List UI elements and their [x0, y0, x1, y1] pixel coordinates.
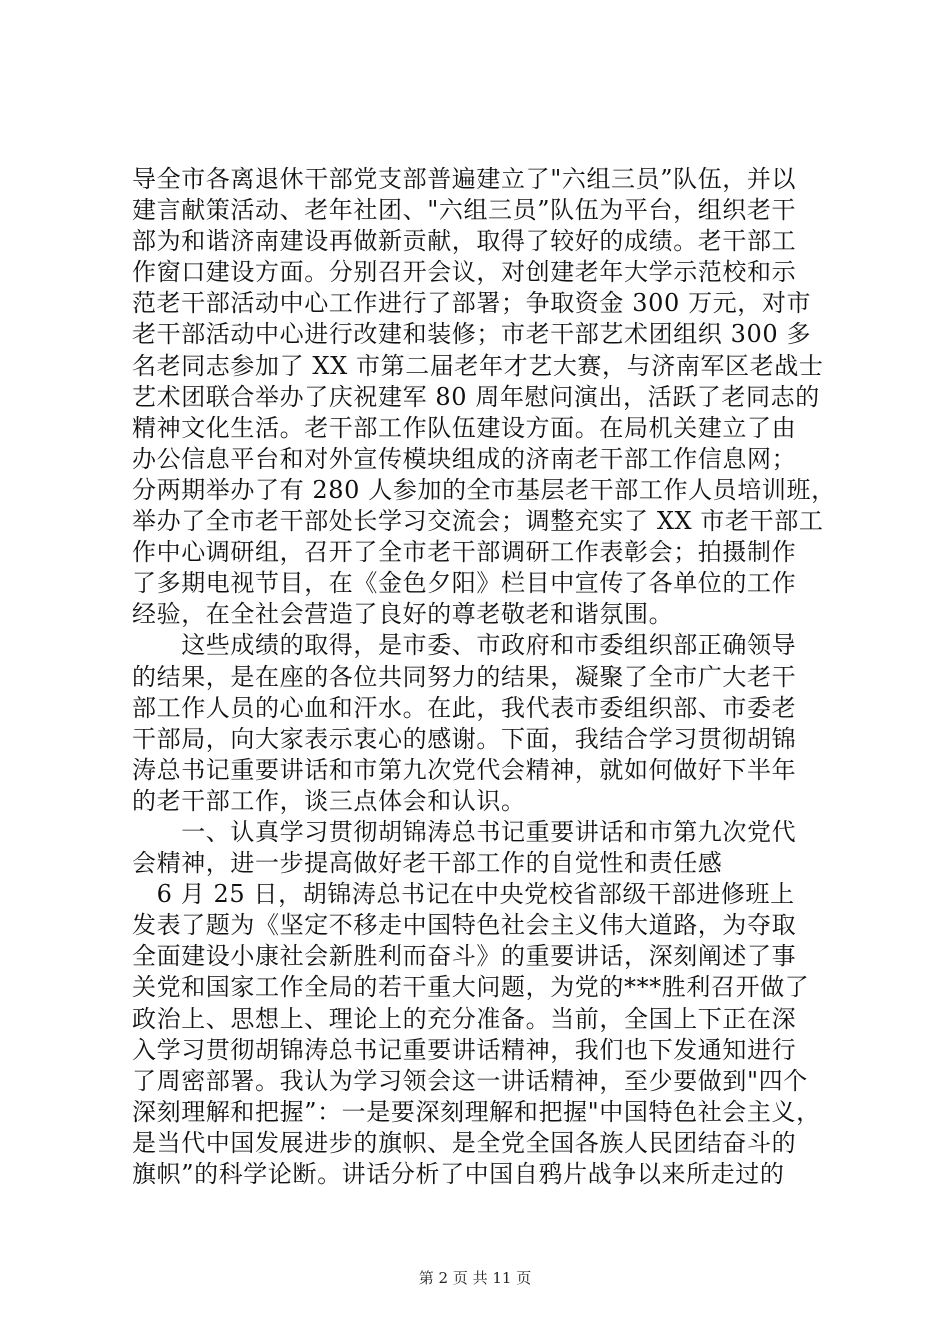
text-line: 干部局，向大家表示衷心的感谢。下面，我结合学习贯彻胡锦 — [132, 724, 797, 753]
text-line: 旗帜”的科学论断。讲话分析了中国自鸦片战争以来所走过的 — [132, 1160, 785, 1188]
body-text — [132, 164, 836, 1190]
text-line: 部为和谐济南建设再做新贡献，取得了较好的成绩。老干部工 — [132, 227, 797, 256]
text-line: 办公信息平台和对外宣传模块组成的济南老干部工作信息网； — [132, 444, 797, 473]
text-line: 作窗口建设方面。分别召开会议，对创建老年大学示范校和示 — [132, 258, 797, 287]
text-line: 分两期举办了有 280 人参加的全市基层老干部工作人员培训班， — [132, 475, 836, 504]
text-line: 发表了题为《坚定不移走中国特色社会主义伟大道路，为夺取 — [132, 911, 797, 940]
text-line: 范老干部活动中心工作进行了部署；争取资金 300 万元，对市 — [132, 289, 812, 318]
section-heading: 会精神，进一步提高做好老干部工作的自觉性和责任感 — [132, 849, 723, 878]
text-line: 了多期电视节目，在《金色夕阳》栏目中宣传了各单位的工作 — [132, 569, 797, 598]
paragraph-start: 这些成绩的取得，是市委、市政府和市委组织部正确领导 — [132, 631, 797, 660]
text-line: 是当代中国发展进步的旗帜、是全党全国各族人民团结奋斗的 — [132, 1128, 797, 1157]
page-number-footer: 第 2 页 共 11 页 — [418, 1269, 532, 1287]
section-heading: 一、认真学习贯彻胡锦涛总书记重要讲话和市第九次党代 — [132, 817, 797, 846]
text-line: 经验，在全社会营造了良好的尊老敬老和谐氛围。 — [132, 600, 674, 629]
text-line: 了周密部署。我认为学习领会这一讲话精神，至少要做到"四个 — [132, 1066, 808, 1095]
text-line: 精神文化生活。老干部工作队伍建设方面。在局机关建立了由 — [132, 413, 797, 442]
text-line: 全面建设小康社会新胜利而奋斗》的重要讲话，深刻阐述了事 — [132, 942, 797, 971]
text-line: 的老干部工作，谈三点体会和认识。 — [132, 786, 526, 815]
text-line: 入学习贯彻胡锦涛总书记重要讲话精神，我们也下发通知进行 — [132, 1035, 797, 1064]
text-line: 的结果，是在座的各位共同努力的结果，凝聚了全市广大老干 — [132, 662, 797, 691]
paragraph-start: 6 月 25 日，胡锦涛总书记在中央党校省部级干部进修班上 — [132, 880, 795, 909]
text-line: 导全市各离退休干部党支部普遍建立了"六组三员”队伍，并以 — [132, 165, 797, 193]
text-line: 名老同志参加了 XX 市第二届老年才艺大赛，与济南军区老战士 — [132, 351, 824, 380]
text-line: 作中心调研组，召开了全市老干部调研工作表彰会；拍摄制作 — [132, 538, 797, 567]
text-line: 部工作人员的心血和汗水。在此，我代表市委组织部、市委老 — [132, 693, 797, 722]
text-line: 关党和国家工作全局的若干重大问题，为党的***胜利召开做了 — [132, 973, 810, 1002]
text-line: 艺术团联合举办了庆祝建军 80 周年慰问演出，活跃了老同志的 — [132, 382, 820, 411]
text-line: 老干部活动中心进行改建和装修；市老干部艺术团组织 300 多 — [132, 320, 812, 349]
text-line: 涛总书记重要讲话和市第九次党代会精神，就如何做好下半年 — [132, 755, 797, 784]
text-line: 举办了全市老干部处长学习交流会；调整充实了 XX 市老干部工 — [132, 507, 824, 536]
text-line: 建言献策活动、老年社团、"六组三员”队伍为平台，组织老干 — [132, 196, 797, 225]
text-line: 深刻理解和把握”：一是要深刻理解和把握"中国特色社会主义， — [132, 1097, 821, 1126]
text-line: 政治上、思想上、理论上的充分准备。当前，全国上下正在深 — [132, 1004, 797, 1033]
